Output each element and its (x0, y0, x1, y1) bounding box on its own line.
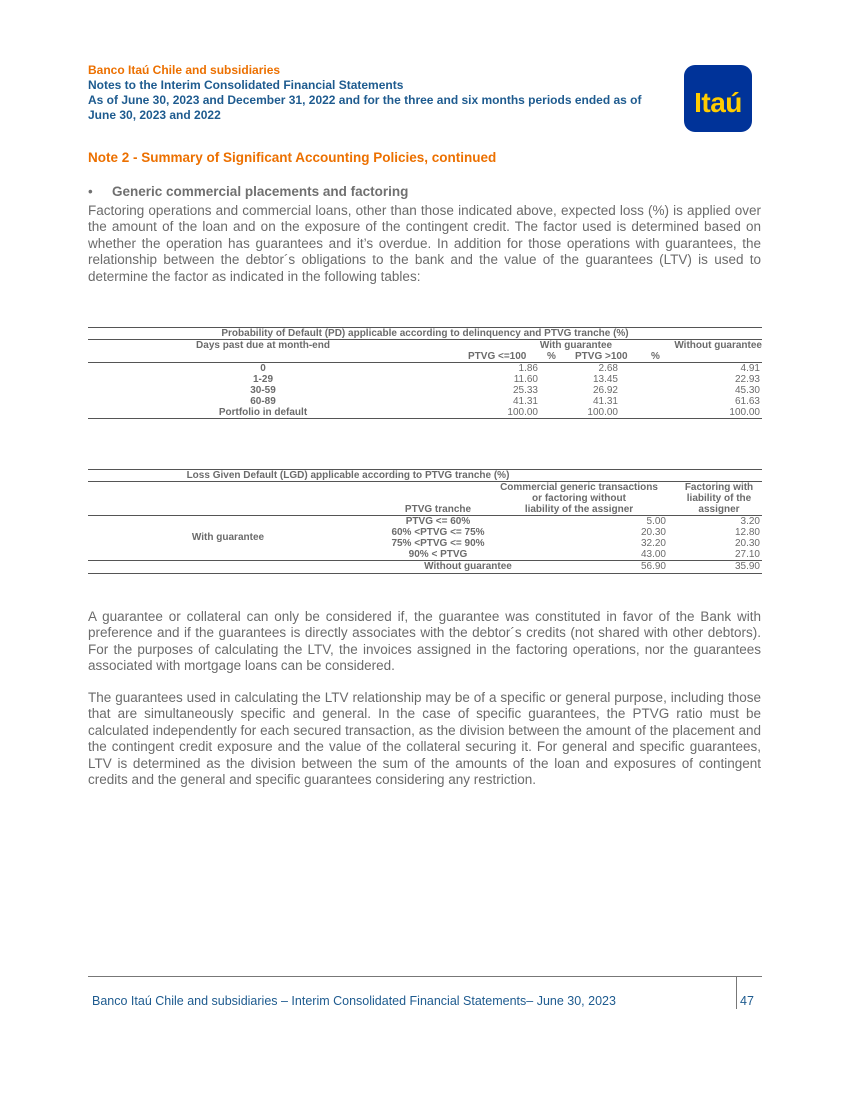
lgd-row-c1: 5.00 (646, 516, 666, 527)
pd-row-c3: 100.00 (729, 407, 760, 418)
table-row (88, 385, 762, 396)
lgd-row-tranche: PTVG <= 60% (405, 516, 471, 527)
pd-table-title-row (88, 328, 762, 340)
lgd-row-tranche: 90% < PTVG (408, 549, 468, 560)
footer-separator (736, 977, 737, 1009)
table-row (88, 374, 762, 385)
pd-sub-2-pct: % (651, 351, 660, 362)
lgd-without-c1: 56.90 (640, 561, 666, 572)
pd-row-c1: 41.31 (512, 396, 538, 407)
lgd-row-c1: 32.20 (640, 538, 666, 549)
pd-row-label: Portfolio in default (218, 407, 308, 418)
section-bullet (88, 184, 408, 199)
itau-logo (684, 65, 752, 132)
pd-row-c3: 45.30 (734, 385, 760, 396)
pd-row-c3: 61.63 (734, 396, 760, 407)
table-row (88, 407, 762, 418)
pd-row-c3: 22.93 (734, 374, 760, 385)
lgd-without-c2: 35.90 (734, 561, 760, 572)
lgd-header-row-2 (88, 493, 762, 504)
footer-text: Banco Itaú Chile and subsidiaries – Interim Consolidated Financial Statements– June 30, 2023 (92, 994, 616, 1008)
table-row (88, 363, 762, 374)
pd-row-c2: 2.68 (598, 363, 618, 374)
header-line-3: June 30, 2023 and 2022 (88, 108, 221, 122)
pd-header-row (88, 340, 762, 351)
pd-row-c2: 13.45 (592, 374, 618, 385)
lgd-header-row-3 (88, 504, 762, 516)
lgd-row-c2: 12.80 (734, 527, 760, 538)
table-row (88, 538, 762, 549)
pd-row-c2: 26.92 (592, 385, 618, 396)
table-row (88, 549, 762, 560)
lgd-row-c2: 20.30 (734, 538, 760, 549)
paragraph-collateral: A guarantee or collateral can only be considered if, the guarantee was constituted in favor of the Bank with preference and if the guarantees is directly associates with the debtor´s credits (not shared with other debtors). For the purposes of calculating the LTV, the invoices assigned in the factoring operations, nor the guarantees associated with mortgage loans can be considered. (88, 609, 761, 674)
pd-sub-2: PTVG >100 (575, 351, 628, 362)
pd-row-label: 1-29 (252, 374, 273, 385)
header-line-2: As of June 30, 2023 and December 31, 2022 and for the three and six months periods ended as of (88, 93, 642, 107)
pd-subheader-row (88, 351, 762, 363)
table-row (88, 516, 762, 527)
pd-col-without: Without guarantee (674, 340, 762, 351)
pd-row-c2: 100.00 (587, 407, 618, 418)
company-name: Banco Itaú Chile and subsidiaries (88, 63, 281, 77)
page-number: 47 (740, 994, 754, 1008)
lgd-col-tranche: PTVG tranche (404, 504, 472, 515)
document-header (88, 63, 678, 123)
pd-sub-1-pct: % (547, 351, 556, 362)
lgd-header-row-1 (88, 482, 762, 493)
lgd-row-c2: 27.10 (734, 549, 760, 560)
lgd-col-commercial-1: Commercial generic transactions (500, 482, 658, 493)
lgd-without-tranche: Without guarantee (424, 561, 512, 572)
bullet-icon: • (88, 184, 93, 199)
lgd-col-factoring-1: Factoring with (684, 482, 754, 493)
pd-row-label: 60-89 (250, 396, 276, 407)
lgd-table-title-row (88, 470, 762, 481)
paragraph-ltv: The guarantees used in calculating the LTV relationship may be of a specific or general purpose, including those that are simultaneously specific and general. In the case of specific guarantees, the PTVG ratio must be calculated independently for each secured transaction, as the division between the amount of the placement and the contingent credit exposure and the value of the collateral securing it. For general and specific guarantees, LTV is determined as the division between the sum of the amounts of the loan and exposures of contingent credits and the general and specific guarantees considering any restriction. (88, 690, 761, 788)
pd-row-c1: 11.60 (513, 374, 538, 385)
lgd-with-guarantee-group (88, 516, 762, 560)
pd-row-c3: 4.91 (740, 363, 760, 374)
paragraph-intro: Factoring operations and commercial loans, other than those indicated above, expected loss (%) is applied over the amount of the loan and on the exposure of the contingent credit. The factor used is determined based on whether the operation has guarantees and it’s overdue. In addition for those operations with guarantees, the relationship between the debtor´s obligations to the bank and the value of the guarantees (LTV) is used to determine the factor as indicated in the following tables: (88, 203, 761, 284)
lgd-row-c1: 20.30 (640, 527, 666, 538)
lgd-table (88, 469, 762, 574)
lgd-row-tranche: 60% <PTVG <= 75% (391, 527, 485, 538)
table-row (88, 560, 762, 573)
lgd-row-tranche: 75% <PTVG <= 90% (391, 538, 485, 549)
lgd-row-c2: 3.20 (740, 516, 760, 527)
pd-table (88, 327, 762, 419)
lgd-col-commercial-3: liability of the assigner (524, 504, 634, 515)
header-line-1: Notes to the Interim Consolidated Financial Statements (88, 78, 404, 92)
pd-row-c1: 1.86 (518, 363, 538, 374)
pd-col-with: With guarantee (539, 340, 613, 351)
pd-table-title: Probability of Default (PD) applicable according to delinquency and PTVG tranche (%) (221, 328, 629, 339)
logo-text: Itaú (694, 86, 742, 118)
pd-row-label: 0 (260, 363, 266, 374)
lgd-group-label: With guarantee (191, 532, 265, 543)
pd-row-label: 30-59 (250, 385, 276, 396)
footer-divider (88, 976, 762, 977)
pd-row-c1: 25.33 (512, 385, 538, 396)
note-title: Note 2 - Summary of Significant Accounting Policies, continued (88, 150, 497, 165)
pd-sub-1: PTVG <=100 (468, 351, 527, 362)
lgd-row-c1: 43.00 (640, 549, 666, 560)
lgd-col-factoring-2: liability of the (686, 493, 752, 504)
table-row (88, 527, 762, 538)
pd-col-days: Days past due at month-end (196, 340, 330, 351)
table-row (88, 396, 762, 407)
lgd-table-title: Loss Given Default (LGD) applicable according to PTVG tranche (%) (186, 470, 510, 481)
lgd-col-commercial-2: or factoring without (532, 493, 626, 504)
bullet-title: Generic commercial placements and factoring (112, 184, 409, 199)
pd-row-c1: 100.00 (507, 407, 538, 418)
pd-row-c2: 41.31 (592, 396, 618, 407)
lgd-col-factoring-3: assigner (698, 504, 740, 515)
